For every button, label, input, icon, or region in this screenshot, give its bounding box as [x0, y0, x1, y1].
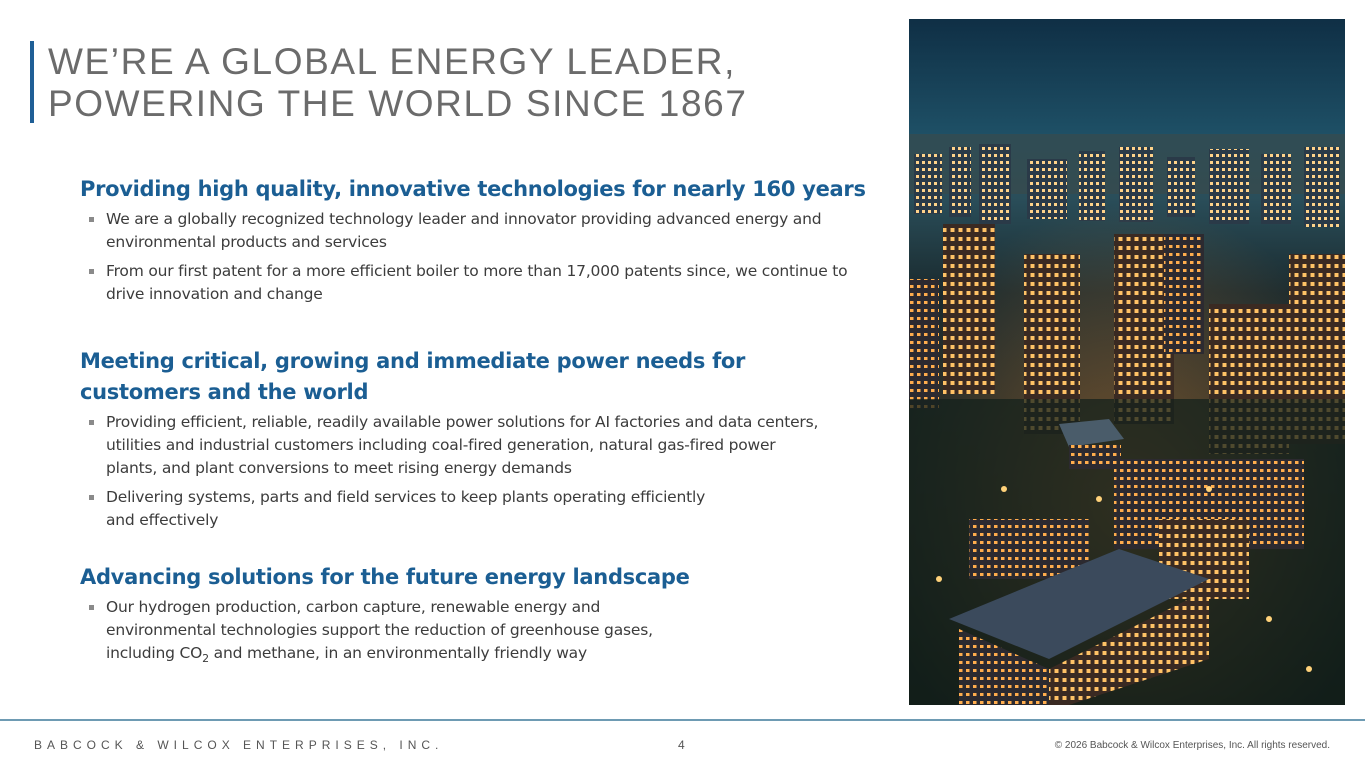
- footer-divider: [0, 719, 1365, 721]
- square-bullet-icon: [89, 495, 94, 500]
- square-bullet-icon: [89, 605, 94, 610]
- square-bullet-icon: [89, 217, 94, 222]
- bullet-text: Providing efficient, reliable, readily available power solutions for AI factories and data centers, utilities and industrial customers including coal-fired generation, natural gas-fired power plants, and plant conversions to meet rising energy demands: [106, 413, 819, 477]
- page-number: 4: [678, 738, 685, 752]
- bullet-list: [80, 208, 890, 306]
- section-heading-line: Providing high quality, innovative technologies for nearly 160 years: [80, 177, 866, 201]
- bullet-text-tail: and methane, in an environmentally friendly way: [208, 644, 587, 662]
- bullet-list: [80, 596, 680, 670]
- section-heading-line: customers and the world: [80, 380, 369, 404]
- bullet-item: [80, 260, 890, 306]
- square-bullet-icon: [89, 420, 94, 425]
- bullet-text: Our hydrogen production, carbon capture, renewable energy and environmental technologies support the reduction of greenhouse gases, including CO: [106, 598, 653, 662]
- section-heading-line: Meeting critical, growing and immediate power needs for: [80, 349, 746, 373]
- footer-copyright: © 2026 Babcock & Wilcox Enterprises, Inc. All rights reserved.: [1054, 740, 1330, 751]
- bullet-item: [80, 208, 890, 254]
- footer-company-name: BABCOCK & WILCOX ENTERPRISES, INC.: [34, 738, 444, 752]
- city-illustration: [909, 19, 1345, 705]
- slide-title: [48, 41, 748, 125]
- bullet-item: [80, 596, 680, 670]
- section-heading-line: Advancing solutions for the future energy landscape: [80, 565, 690, 589]
- section-heading: [80, 346, 820, 408]
- slide-title-line-1: WE’RE A GLOBAL ENERGY LEADER,: [48, 41, 736, 82]
- section-innovation: [80, 174, 890, 312]
- bullet-item: [80, 486, 820, 532]
- bullet-text: Delivering systems, parts and field services to keep plants operating efficiently and effectively: [106, 488, 706, 529]
- section-power-needs: [80, 346, 820, 538]
- slide-title-line-2: POWERING THE WORLD SINCE 1867: [48, 83, 748, 124]
- night-city-photo-icon: [909, 19, 1345, 705]
- section-heading: [80, 174, 890, 205]
- bullet-text: From our first patent for a more efficient boiler to more than 17,000 patents since, we continue to drive innovation and change: [106, 262, 848, 303]
- square-bullet-icon: [89, 269, 94, 274]
- bullet-text: We are a globally recognized technology leader and innovator providing advanced energy and environmental products and services: [106, 210, 822, 251]
- bullet-item: [80, 411, 820, 480]
- section-heading: [80, 562, 690, 593]
- co2-subscript: 2: [202, 652, 209, 666]
- bullet-list: [80, 411, 820, 532]
- title-accent-bar: [30, 41, 34, 123]
- section-future-energy: [80, 562, 690, 676]
